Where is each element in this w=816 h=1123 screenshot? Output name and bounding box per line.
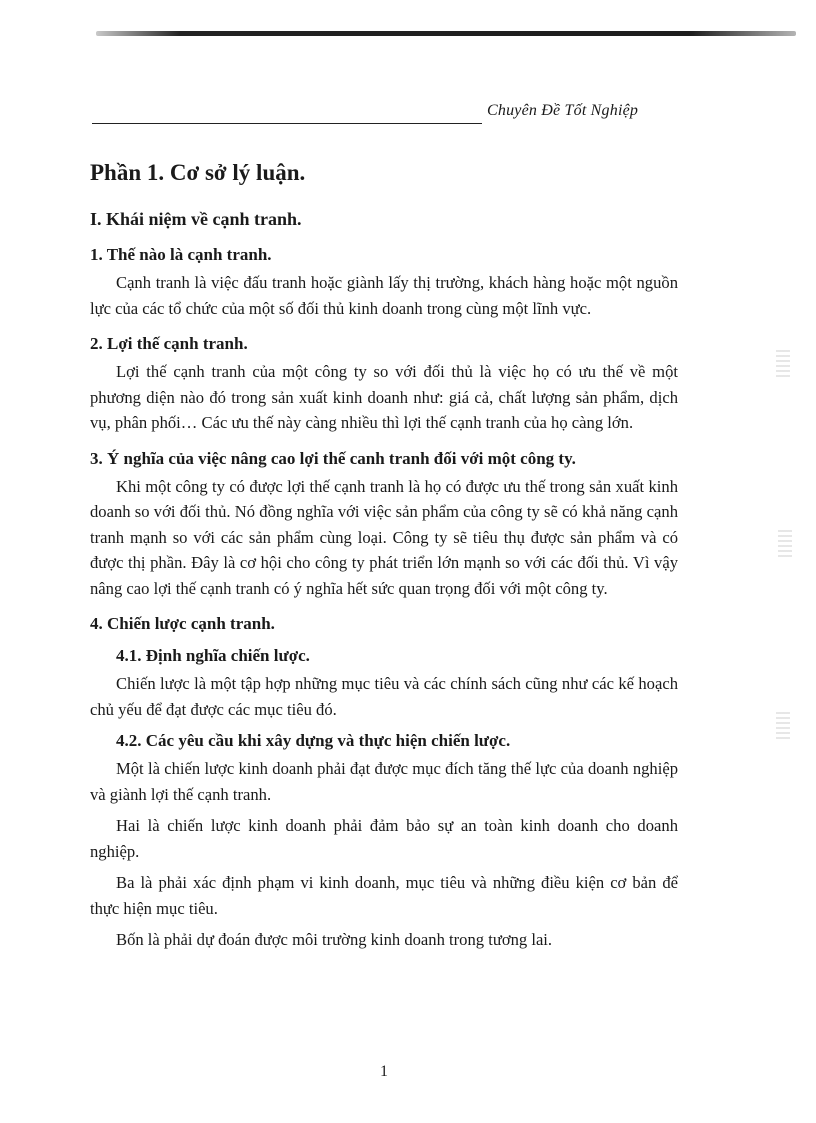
scan-noise [776,712,790,742]
section-i-title: I. Khái niệm về cạnh tranh. [90,209,302,229]
section-4-2-paragraph-2: Hai là chiến lược kinh doanh phải đảm bảo sự an toàn kinh doanh cho doanh nghiệp. [90,816,678,861]
section-1-title: 1. Thế nào là cạnh tranh. [90,245,272,264]
scan-edge-shadow [96,31,796,36]
running-header: Chuyên Đề Tốt Nghiệp [487,102,639,119]
header-rule [92,123,482,124]
section-4-title: 4. Chiến lược cạnh tranh. [90,614,275,633]
section-3-paragraph: Khi một công ty có được lợi thế cạnh tranh là họ có được ưu thế trong sản xuất kinh doanh so với đối thủ. Nó đồng nghĩa với việc sản phẩm của công ty sẽ có khả năng cạnh tranh mạnh so với các sản phẩm cùng loại. Công ty sẽ tiêu thụ được sản phẩm và có được thị phần. Đây là cơ hội cho công ty phát triển lớn mạnh so với các đối thủ. Vì vậy nâng cao lợi thế cạnh tranh có ý nghĩa hết sức quan trọng đối với một công ty. [90,476,678,598]
section-4-1-paragraph: Chiến lược là một tập hợp những mục tiêu và các chính sách cũng như các kế hoạch chủ yếu để đạt được các mục tiêu đó. [90,674,678,719]
scan-noise [778,530,792,560]
page-body [90,158,678,959]
section-4-2-title: 4.2. Các yêu cầu khi xây dựng và thực hiện chiến lược. [116,731,511,750]
section-2-paragraph: Lợi thế cạnh tranh của một công ty so với đối thủ là việc họ có ưu thế về một phương diện nào đó trong sản xuất kinh doanh như: giá cả, chất lượng sản phẩm, dịch vụ, phân phối… Các ưu thế này càng nhiều thì lợi thế cạnh tranh của họ càng lớn. [90,362,678,432]
section-4-2-paragraph-1: Một là chiến lược kinh doanh phải đạt được mục đích tăng thế lực của doanh nghiệp và giành lợi thế cạnh tranh. [90,759,678,804]
page-number: 1 [380,1063,388,1080]
section-3-title: 3. Ý nghĩa của việc nâng cao lợi thế canh tranh đối với một công ty. [90,448,576,468]
section-2-title: 2. Lợi thế cạnh tranh. [90,334,248,353]
section-4-2-paragraph-3: Ba là phải xác định phạm vi kinh doanh, mục tiêu và những điều kiện cơ bản để thực hiện mục tiêu. [90,873,678,918]
section-4-1-title: 4.1. Định nghĩa chiến lược. [116,646,310,665]
section-1-paragraph: Cạnh tranh là việc đấu tranh hoặc giành lấy thị trường, khách hàng hoặc một nguồn lực của các tổ chức của một số đối thủ kinh doanh trong cùng một lĩnh vực. [90,273,678,318]
scan-noise [776,350,790,380]
part-title: Phần 1. Cơ sở lý luận. [90,160,306,185]
section-4-2-paragraph-4: Bốn là phải dự đoán được môi trường kinh doanh trong tương lai. [116,930,553,949]
